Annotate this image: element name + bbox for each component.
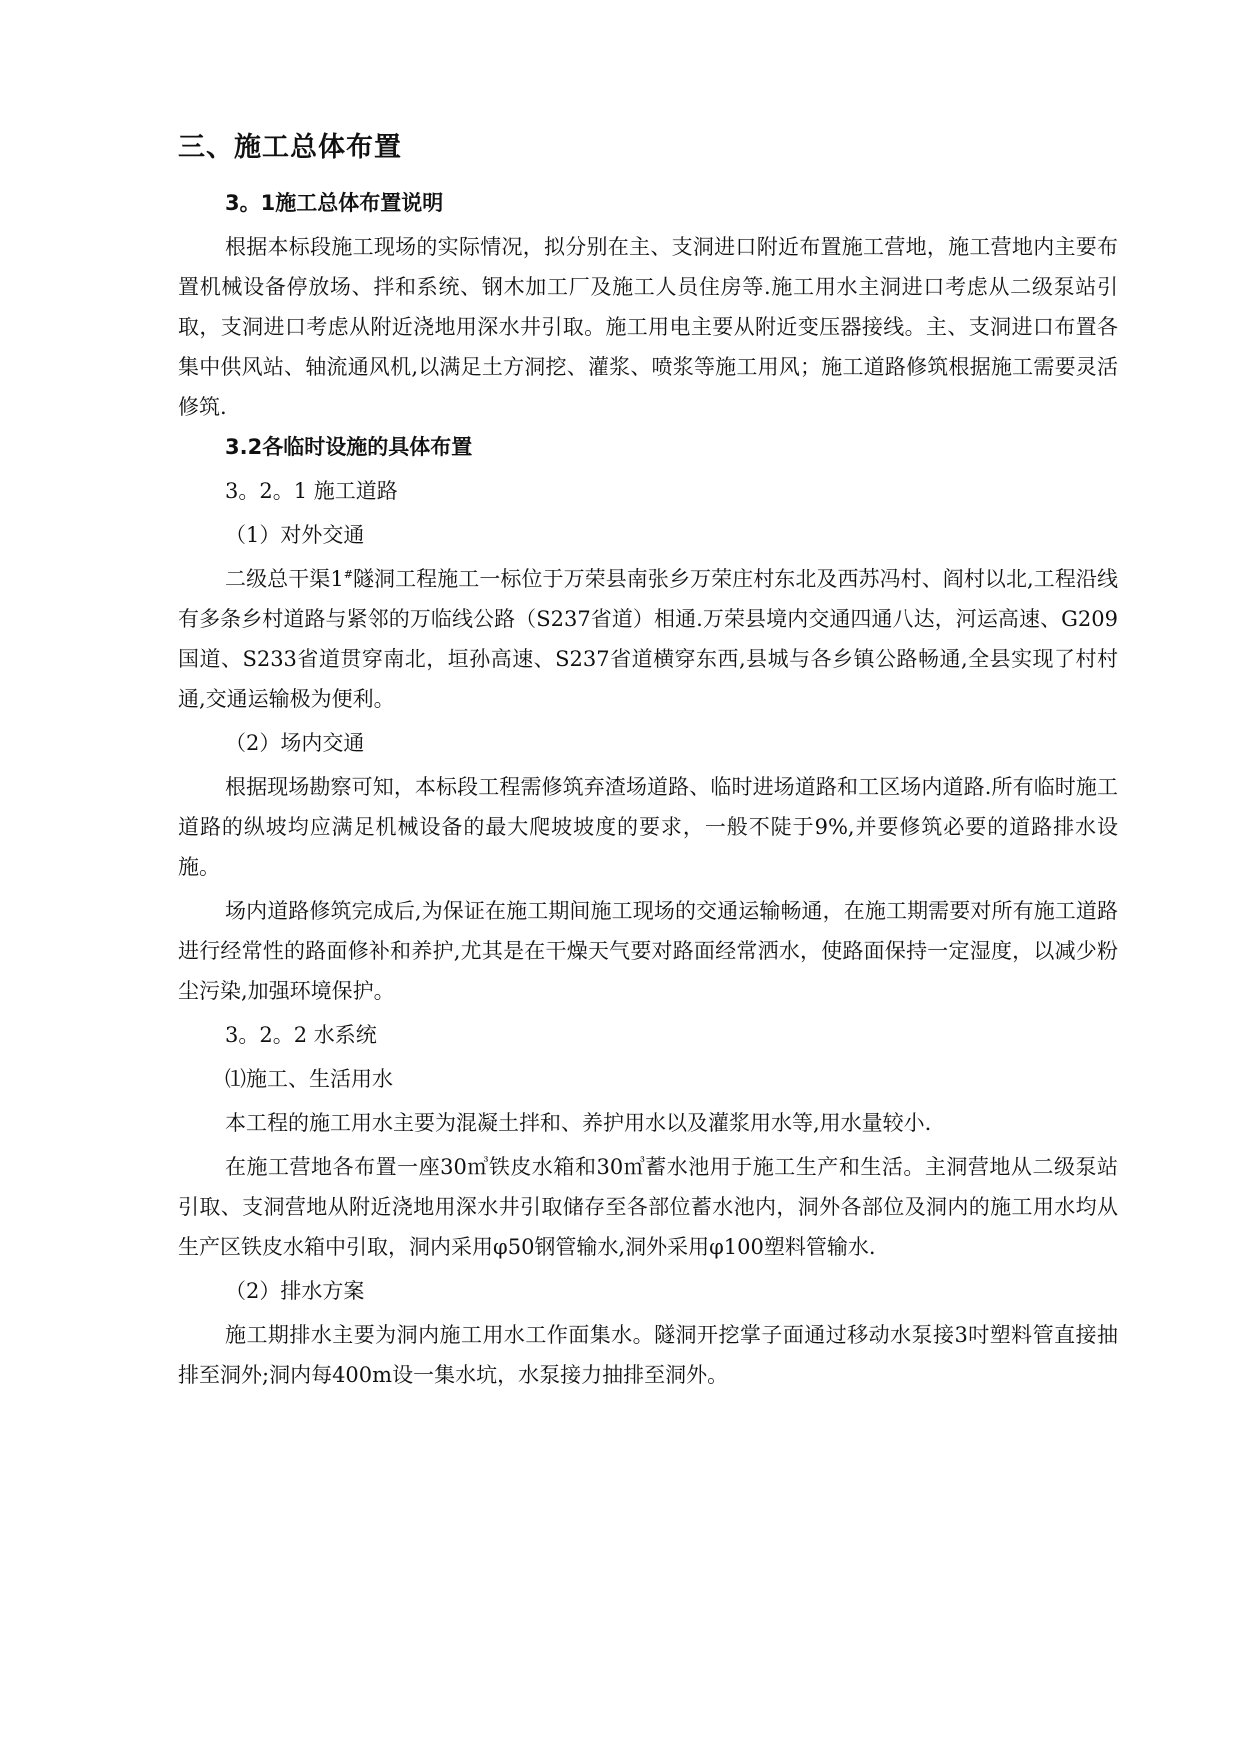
paragraph-internal-traffic-1: 根据现场勘察可知，本标段工程需修筑弃渣场道路、临时进场道路和工区场内道路.所有临时施工道路的纵坡均应满足机械设备的最大爬坡坡度的要求，一般不陡于9%,并要修筑必要的道路排水设施。 — [178, 775, 1118, 879]
paragraph-external-traffic — [178, 559, 1118, 719]
item-title-drainage: （2）排水方案 — [225, 1279, 365, 1303]
paragraph-layout-overview: 根据本标段施工现场的实际情况，拟分别在主、支洞进口附近布置施工营地，施工营地内主要布置机械设备停放场、拌和系统、钢木加工厂及施工人员住房等.施工用水主洞进口考虑从二级泵站引取，支洞进口考虑从附近浇地用深水井引取。施工用电主要从附近变压器接线。主、支洞进口布置各集中供风站、轴流通风机,以满足土方洞挖、灌浆、喷浆等施工用风；施工道路修筑根据施工需要灵活修筑. — [178, 235, 1118, 419]
subsection-heading-3-2: 3.2各临时设施的具体布置 — [225, 435, 473, 459]
document-body — [178, 128, 1118, 1395]
item-title-external-traffic: （1）对外交通 — [225, 523, 365, 547]
item-title-water-use: ⑴施工、生活用水 — [225, 1067, 393, 1091]
subsection-heading-3-1: 3。1施工总体布置说明 — [225, 191, 444, 215]
paragraph-drainage: 施工期排水主要为洞内施工用水工作面集水。隧洞开挖掌子面通过移动水泵接3吋塑料管直接抽排至洞外;洞内每400m设一集水坑，水泵接力抽排至洞外。 — [178, 1323, 1118, 1387]
subsubsection-heading-3-2-2: 3。2。2 水系统 — [225, 1023, 377, 1047]
section-title: 三、施工总体布置 — [178, 132, 402, 163]
external-traffic-text-a: 二级总干渠1 — [225, 567, 344, 591]
external-traffic-text-b: 隧洞工程施工一标位于万荣县南张乡万荣庄村东北及西苏冯村、阎村以北,工程沿线有多条乡村道路与紧邻的万临线公路（S237省道）相通.万荣县境内交通四通八达，河运高速、G209国道、S233省道贯穿南北，垣孙高速、S237省道横穿东西,县城与各乡镇公路畅通,全县实现了村村通,交通运输极为便利。 — [178, 567, 1118, 711]
subsubsection-heading-3-2-1: 3。2。1 施工道路 — [225, 479, 398, 503]
paragraph-internal-traffic-2: 场内道路修筑完成后,为保证在施工期间施工现场的交通运输畅通，在施工期需要对所有施工道路进行经常性的路面修补和养护,尤其是在干燥天气要对路面经常洒水，使路面保持一定湿度，以减少粉尘污染,加强环境保护。 — [178, 899, 1118, 1003]
paragraph-water-use-2: 在施工营地各布置一座30㎥铁皮水箱和30㎥蓄水池用于施工生产和生活。主洞营地从二级泵站引取、支洞营地从附近浇地用深水井引取储存至各部位蓄水池内，洞外各部位及洞内的施工用水均从生产区铁皮水箱中引取，洞内采用φ50钢管输水,洞外采用φ100塑料管输水. — [178, 1155, 1118, 1259]
external-traffic-superscript: # — [343, 568, 353, 581]
item-title-internal-traffic: （2）场内交通 — [225, 731, 365, 755]
paragraph-water-use-1: 本工程的施工用水主要为混凝土拌和、养护用水以及灌浆用水等,用水量较小. — [225, 1111, 932, 1135]
